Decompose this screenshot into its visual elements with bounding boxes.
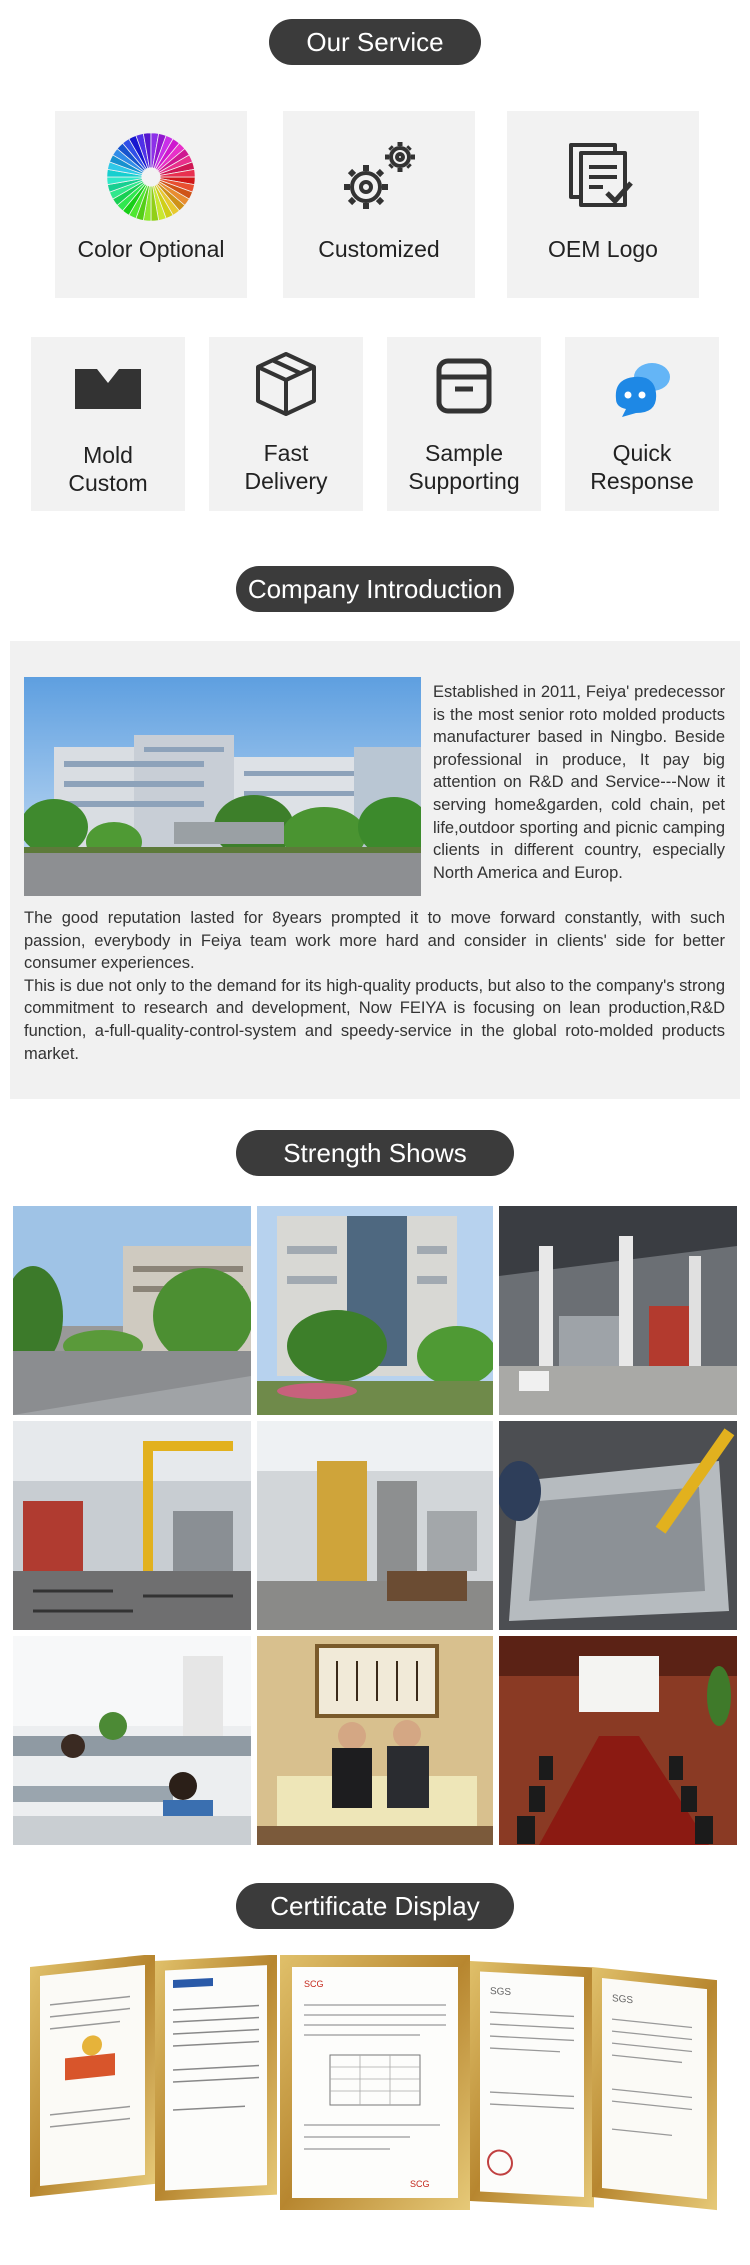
factory-photo: [24, 677, 421, 896]
color-wheel-icon: [103, 129, 199, 225]
certificate-frame: [155, 1955, 277, 2201]
service-label: Color Optional: [77, 236, 225, 262]
mold-icon: [75, 369, 141, 409]
strength-photo-office-staff: [13, 1636, 251, 1845]
document-check-icon: [563, 141, 643, 213]
service-card-color-optional: [55, 111, 247, 298]
certificate-frame: [470, 1961, 594, 2207]
section-title-our-service: Our Service: [269, 19, 481, 65]
service-card-oem-logo: [507, 111, 699, 298]
strength-photo-office-building: [257, 1206, 493, 1415]
certificate-gallery: [0, 1955, 750, 2220]
svg-text:SGS: SGS: [612, 1993, 634, 2007]
svg-text:SGS: SGS: [490, 1986, 512, 1999]
strength-photo-factory-street: [13, 1206, 251, 1415]
section-title-strength-shows: Strength Shows: [236, 1130, 514, 1176]
svg-text:SCG: SCG: [304, 1979, 324, 1989]
service-label: Sample Supporting: [408, 440, 520, 494]
company-intro-side-text: Established in 2011, Feiya' predecessor is the most senior roto molded products manufacturer based in Ningbo. Beside professional in produce, It pay big attention on R&D and Service---Now it serving home&garden, cold chain, pet life,outdoor sporting and picnic camping clients in different country, especially North America and Europ.: [433, 683, 725, 882]
certificate-frame: [280, 1955, 470, 2210]
service-card-quick-response: [565, 337, 719, 511]
company-intro-paragraph: This is due not only to the demand for its high-quality products, but also to the company's strong commitment to research and development, Now FEIYA is focusing on lean production,R&D function, a-full-quality-control-system and speedy-service in the global roto-molded products market.: [24, 976, 725, 1063]
service-label: Fast Delivery: [244, 440, 328, 494]
service-card-mold-custom: [31, 337, 185, 511]
strength-photo-aluminum-molds: [499, 1421, 737, 1630]
strength-photo-workshop-interior: [499, 1206, 737, 1415]
service-label: Quick Response: [590, 440, 694, 494]
service-card-fast-delivery: [209, 337, 363, 511]
strength-photo-molding-machine: [257, 1421, 493, 1630]
company-introduction-panel: [10, 641, 740, 1099]
company-intro-paragraph: The good reputation lasted for 8years prompted it to move forward constantly, with such passion, everybody in Feiya team work more hard and consider in clients' side for better consumer experiences.: [24, 909, 725, 973]
certificate-frame: [30, 1955, 155, 2197]
service-label: OEM Logo: [548, 236, 658, 262]
strength-photo-meeting-guests: [257, 1636, 493, 1845]
chat-bubble-icon: [608, 359, 676, 419]
service-label: Customized: [318, 236, 440, 262]
section-title-certificate-display: Certificate Display: [236, 1883, 514, 1929]
section-title-company-introduction: Company Introduction: [236, 566, 514, 612]
strength-photo-conference-room: [499, 1636, 737, 1845]
strength-photo-mold-workshop: [13, 1421, 251, 1630]
gears-icon: [334, 137, 424, 217]
svg-text:SCG: SCG: [410, 2179, 430, 2189]
box-icon: [254, 351, 318, 417]
service-card-sample-supporting: [387, 337, 541, 511]
certificate-frame: [592, 1967, 717, 2210]
sample-box-icon: [435, 357, 493, 415]
service-label: Mold Custom: [68, 442, 148, 496]
service-card-customized: [283, 111, 475, 298]
company-intro-body: [24, 907, 725, 1065]
